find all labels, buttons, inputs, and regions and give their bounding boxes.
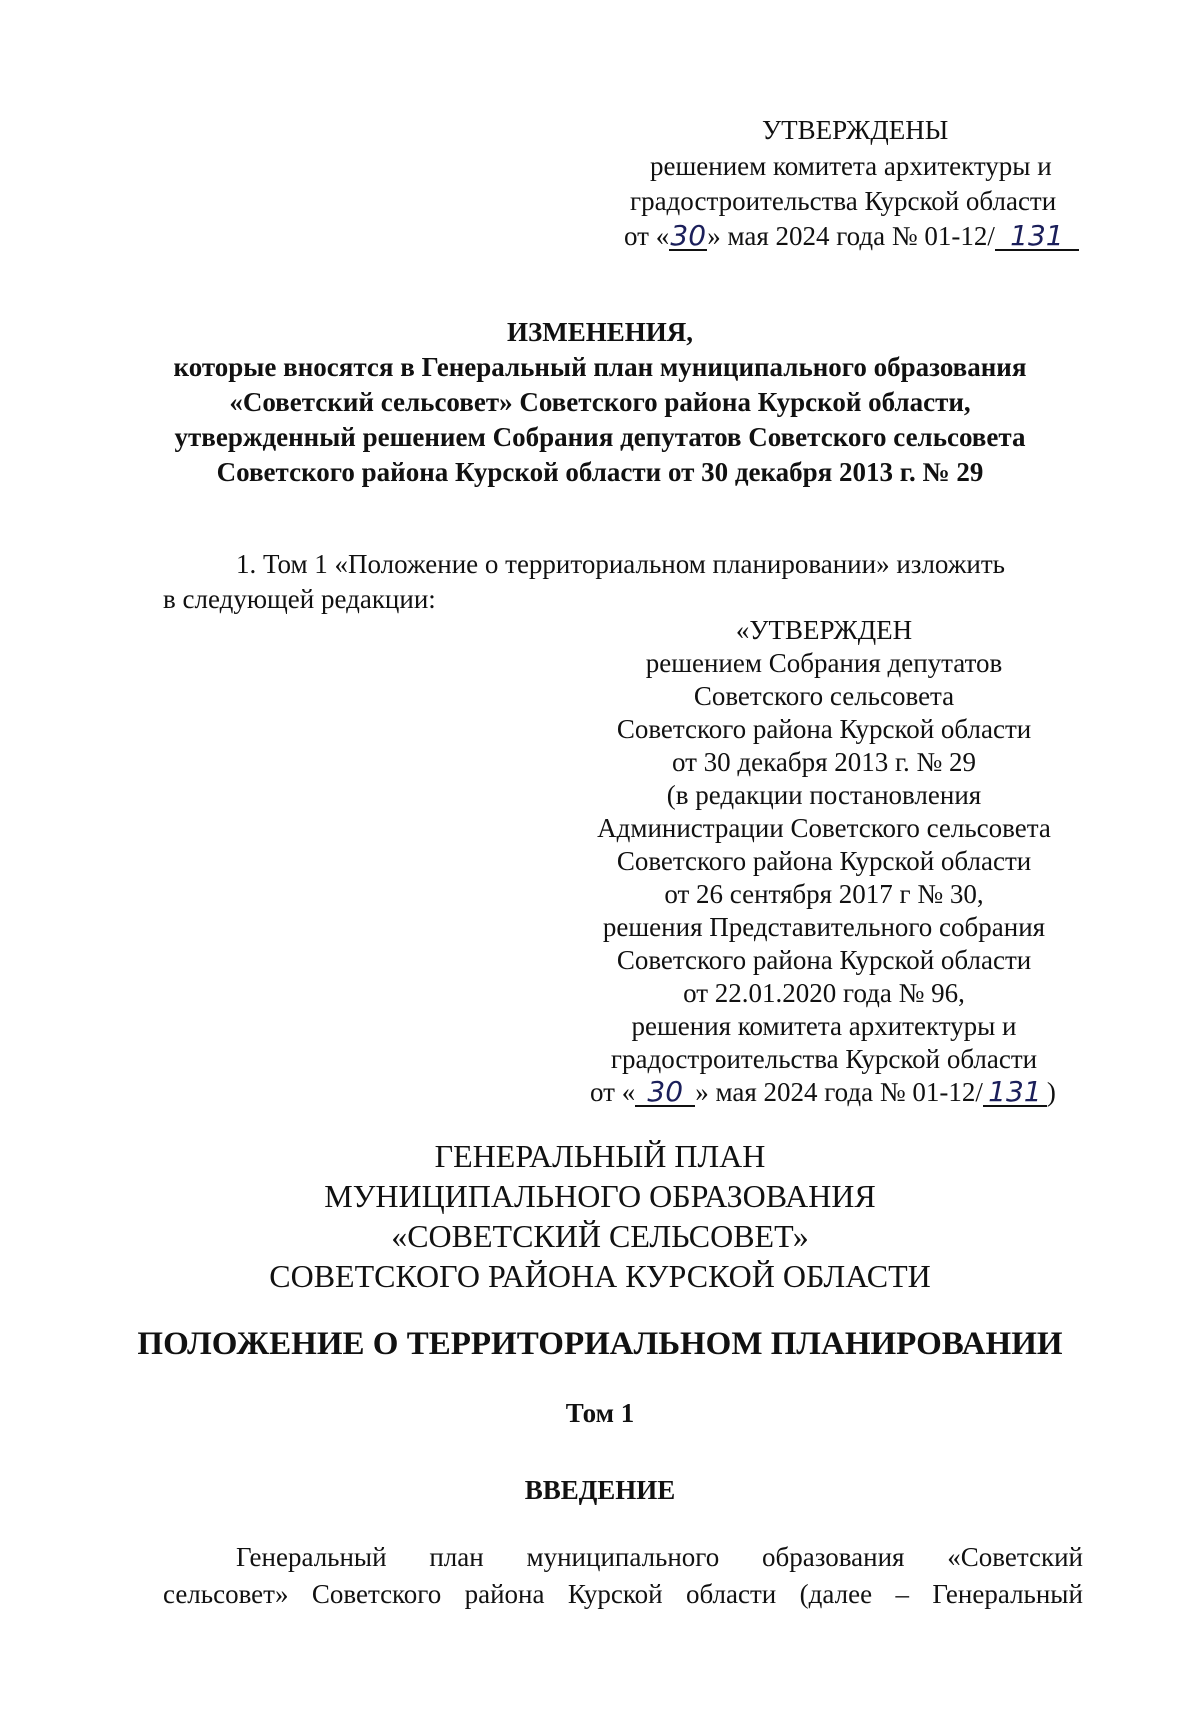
date-suffix: )	[1046, 1077, 1056, 1107]
intro-title: ВВЕДЕНИЕ	[524, 1475, 676, 1505]
changes-title: ИЗМЕНЕНИЯ,	[506, 317, 693, 347]
intro-word: района	[464, 1579, 545, 1609]
volume-label: Том 1	[565, 1398, 635, 1428]
approval-title: УТВЕРЖДЕНЫ	[762, 115, 949, 145]
approval-date-line	[624, 220, 1079, 252]
changes-subtitle-line-4: Советского района Курской области от 30 декабря 2013 г. № 29	[216, 457, 984, 487]
inner-approval-date-line	[590, 1076, 1056, 1108]
intro-word: сельсовет»	[163, 1579, 289, 1609]
inner-approval-line: решением Собрания депутатов	[645, 648, 1003, 678]
inner-approval-line: от 22.01.2020 года № 96,	[683, 978, 965, 1008]
approval-line-2: решением комитета архитектуры и	[650, 151, 1052, 181]
inner-approval-line: решения комитета архитектуры и	[631, 1011, 1017, 1041]
changes-subtitle-line-3: утвержденный решением Собрания депутатов Советского сельсовета	[174, 422, 1026, 452]
date-middle: » мая 2024 года № 01-12/	[707, 221, 995, 251]
paragraph-1-line-1: 1. Том 1 «Положение о территориальном планировании» изложить	[236, 549, 1005, 579]
intro-word: Генеральный	[932, 1579, 1083, 1609]
intro-word: муниципального	[526, 1542, 720, 1572]
section-title: ПОЛОЖЕНИЕ О ТЕРРИТОРИАЛЬНОМ ПЛАНИРОВАНИИ	[137, 1326, 1063, 1362]
changes-subtitle-line-2: «Советский сельсовет» Советского района Курской области,	[229, 387, 971, 417]
intro-word: «Советский	[947, 1542, 1083, 1572]
inner-approval-line: Советского района Курской области	[616, 846, 1032, 876]
intro-word: Курской	[567, 1579, 663, 1609]
inner-approval-line: Советского района Курской области	[616, 714, 1032, 744]
handwritten-number: 131	[995, 223, 1079, 251]
plan-title-line-2: МУНИЦИПАЛЬНОГО ОБРАЗОВАНИЯ	[324, 1178, 876, 1214]
handwritten-day: 30	[635, 1079, 695, 1107]
changes-subtitle-line-1: которые вносятся в Генеральный план муниципального образования	[173, 352, 1027, 382]
handwritten-number: 131	[983, 1079, 1047, 1107]
intro-word: план	[429, 1542, 484, 1572]
plan-title-line-3: «СОВЕТСКИЙ СЕЛЬСОВЕТ»	[391, 1218, 809, 1254]
paragraph-1-line-2: в следующей редакции:	[163, 584, 436, 614]
approval-line-3: градостроительства Курской области	[630, 186, 1057, 216]
inner-approval-line: от 30 декабря 2013 г. № 29	[671, 747, 977, 777]
intro-word: Советского	[311, 1579, 442, 1609]
inner-approval-line: градостроительства Курской области	[610, 1044, 1038, 1074]
inner-approval-line: Администрации Советского сельсовета	[597, 813, 1051, 843]
inner-approval-line: решения Представительного собрания	[602, 912, 1046, 942]
intro-text-line-2	[163, 1578, 1083, 1610]
date-prefix: от «	[624, 221, 670, 251]
intro-word: –	[895, 1579, 909, 1609]
intro-word: образования	[762, 1542, 905, 1572]
handwritten-day: 30	[670, 219, 707, 252]
intro-word: Генеральный	[236, 1542, 387, 1572]
plan-title-line-1: ГЕНЕРАЛЬНЫЙ ПЛАН	[434, 1138, 766, 1174]
date-middle: » мая 2024 года № 01-12/	[695, 1077, 983, 1107]
inner-approval-line: Советского района Курской области	[616, 945, 1032, 975]
plan-title-line-4: СОВЕТСКОГО РАЙОНА КУРСКОЙ ОБЛАСТИ	[269, 1258, 931, 1294]
date-prefix: от «	[590, 1077, 636, 1107]
intro-word: области	[685, 1579, 777, 1609]
intro-text-line-1	[236, 1541, 1083, 1573]
intro-word: (далее	[799, 1579, 873, 1609]
inner-approval-line: «УТВЕРЖДЕН	[735, 615, 913, 645]
inner-approval-line: Советского сельсовета	[693, 681, 955, 711]
inner-approval-line: от 26 сентября 2017 г № 30,	[664, 879, 984, 909]
inner-approval-line: (в редакции постановления	[666, 780, 982, 810]
